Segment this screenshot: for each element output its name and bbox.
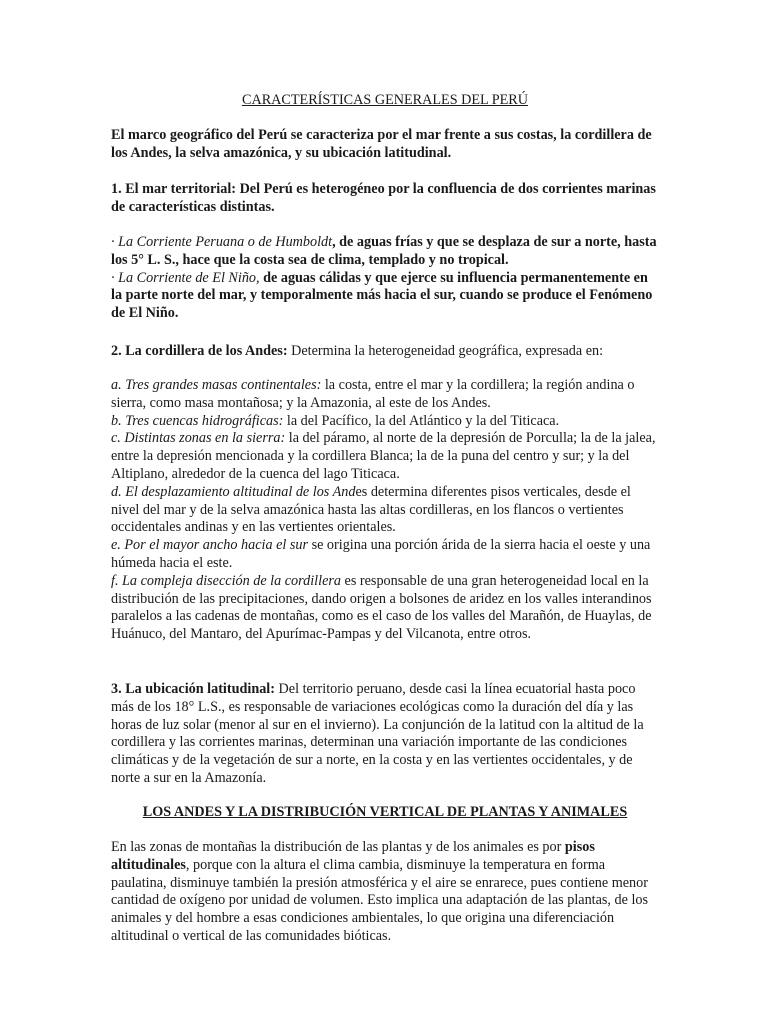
current-humboldt-lead: · La Corriente Peruana o de Humboldt xyxy=(111,234,333,250)
list-item xyxy=(111,430,659,483)
section-1-heading: 1. El mar territorial: xyxy=(111,181,237,197)
list-item xyxy=(111,377,659,413)
final-text-before: En las zonas de montañas la distribución de las plantas y de los animales es por xyxy=(111,839,565,855)
list-item-text: la costa, entre el mar y la cordillera; la región andina o sierra, como masa montañosa; y la Amazonia, al este de los Andes. xyxy=(111,377,635,411)
list-item-lead: e. Por el mayor ancho hacia el sur xyxy=(111,537,309,554)
second-title: LOS ANDES Y LA DISTRIBUCIÓN VERTICAL DE PLANTAS Y ANIMALES xyxy=(142,804,628,820)
current-humboldt xyxy=(111,234,659,270)
section-2-heading: 2. La cordillera de los Andes: xyxy=(111,343,288,359)
document-title: CARACTERÍSTICAS GENERALES DEL PERÚ xyxy=(242,92,528,108)
current-el-nino-lead: · La Corriente de El Niño, xyxy=(111,269,260,286)
list-item-lead: c. Distintas zonas en la sierra: xyxy=(111,430,286,447)
list-item-text: se origina una porción árida de la sierra hacia el oeste y una húmeda hacia el este. xyxy=(111,537,651,571)
list-item-text: la del páramo, al norte de la depresión de Porculla; la de la jalea, entre la depresión mencionada y la cordillera Blanca; la de la puna del centro y sur; y la del Altiplano, alrededor de la cuenca del lago Titicaca. xyxy=(111,430,656,482)
list-item xyxy=(111,484,659,537)
final-text-bold: pisos altitudinales xyxy=(111,839,595,873)
list-item-lead: a. Tres grandes masas continentales: xyxy=(111,377,322,393)
final-text-after: , porque con la altura el clima cambia, disminuye la temperatura en forma paulatina, disminuye también la presión atmosférica y el aire se enrarece, pues contiene menor cantidad de oxígeno por unidad de volumen. Esto implica una adaptación de las plantas, de los animales y del hombre a esas condiciones ambientales, lo que origina una diferenciación altitudinal o vertical de las comunidades bióticas. xyxy=(111,856,649,944)
current-humboldt-text: , de aguas frías y que se desplaza de sur a norte, hasta los 5° L. S., hace que la costa sea de clima, templado y no tropical. xyxy=(111,234,657,268)
list-item xyxy=(111,537,659,573)
section-1-text: Del Perú es heterogéneo por la confluencia de dos corrientes marinas de características distintas. xyxy=(111,181,656,215)
list-item-lead: b. Tres cuencas hidrográficas: xyxy=(111,412,284,429)
section-3-paragraph xyxy=(111,681,659,788)
intro-paragraph: El marco geográfico del Perú se caracteriza por el mar frente a sus costas, la cordillera de los Andes, la selva amazónica, y su ubicación latitudinal. xyxy=(111,127,652,161)
list-item-text: es determina diferentes pisos verticales, desde el nivel del mar y de la selva amazónica hasta las altas cordilleras, en los flancos o vertientes occidentales andinas y en las vertientes orientales. xyxy=(111,483,631,536)
section-1-paragraph xyxy=(111,181,659,217)
list-item xyxy=(111,573,659,644)
section-2-list xyxy=(111,377,659,644)
final-paragraph xyxy=(111,839,659,946)
list-item-text: la del Pacífico, la del Atlántico y la del Titicaca. xyxy=(283,412,560,429)
list-item-lead: f. La compleja disección de la cordillera xyxy=(111,572,341,589)
currents-paragraph xyxy=(111,234,659,323)
section-2-paragraph xyxy=(111,343,659,361)
list-item-lead: d. El desplazamiento altitudinal de los And xyxy=(111,483,356,500)
current-el-nino-text: de aguas cálidas y que ejerce su influencia permanentemente en la parte norte del mar, y temporalmente más hacia el sur, cuando se produce el Fenómeno de El Niño. xyxy=(111,269,653,322)
section-3-text: Del territorio peruano, desde casi la línea ecuatorial hasta poco más de los 18° L.S., es responsable de variaciones ecológicas como la duración del día y las horas de luz solar (menor al sur en el invierno). La conjunción de la latitud con la altitud de la cordillera y las corrientes marinas, determinan una variación importante de las condiciones climáticas y de la vegetación de sur a norte, en la costa y en las vertientes occidentales, y de norte a sur en la Amazonía. xyxy=(111,681,644,786)
section-2-text: Determina la heterogeneidad geográfica, expresada en: xyxy=(287,343,604,359)
list-item xyxy=(111,413,659,431)
current-el-nino xyxy=(111,270,659,323)
section-3-heading: 3. La ubicación latitudinal: xyxy=(111,681,275,697)
list-item-text: es responsable de una gran heterogeneidad local en la distribución de las precipitaciones, dando origen a bolsones de aridez en los valles interandinos paralelos a las cadenas de montañas, como es el caso de los valles del Marañón, de Huaylas, de Huánuco, del Mantaro, del Apurímac-Pampas y del Vilcanota, entre otros. xyxy=(111,572,652,643)
